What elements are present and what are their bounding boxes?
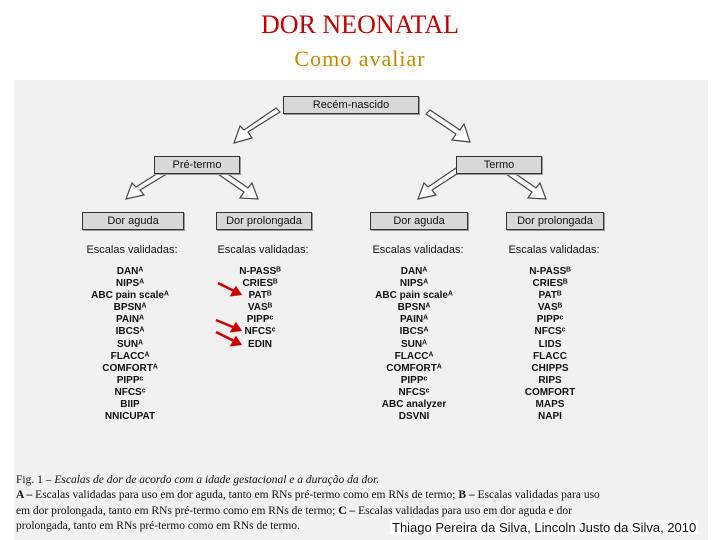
scale-item: LIDS	[538, 338, 562, 350]
scale-item: DANᴬ	[116, 266, 144, 277]
arrow-term-prolonged	[506, 170, 546, 199]
branch-term: Termo	[456, 156, 542, 174]
caption-a-text: Escalas validadas para uso em dor aguda, tanto em RNs pré-termo como em RNs de termo;	[35, 489, 456, 501]
scale-item: NIPSᴬ	[399, 278, 429, 290]
caption-c-text: Escalas validadas para uso em dor aguda e dor	[358, 505, 573, 517]
scale-item: BPSNᴬ	[113, 302, 147, 314]
category-preterm-acute: Dor aguda	[82, 212, 184, 230]
scale-item: CRIESᴮ	[242, 278, 278, 290]
scale-item: VASᴮ	[247, 302, 273, 314]
scale-item: PAINᴬ	[115, 314, 144, 326]
scale-item: FLACC	[533, 350, 567, 362]
scale-item: EDIN	[248, 338, 272, 350]
scale-item: NFCSᶜ	[398, 386, 430, 398]
root-node: Recém-nascido	[283, 96, 419, 114]
scale-item: FLACCᴬ	[394, 350, 434, 362]
scale-list-preterm-prolonged	[210, 266, 310, 351]
scale-item: DANᴬ	[400, 266, 428, 277]
scale-item: NFCSᶜ	[534, 326, 566, 338]
validated-label: Escalas validadas:	[217, 244, 309, 256]
scale-item: BPSNᴬ	[397, 302, 431, 314]
scale-item: PAINᴬ	[399, 314, 428, 326]
scale-item: PIPPᶜ	[246, 314, 274, 326]
arrow-root-term	[426, 110, 470, 142]
scale-item: ABC pain scaleᴬ	[375, 290, 453, 302]
caption-c-label: C –	[338, 505, 356, 517]
caption-line-1	[16, 489, 600, 501]
scale-item: DSVNI	[398, 411, 430, 423]
scale-item: COMFORT	[524, 386, 576, 398]
scale-item: PATᴮ	[538, 290, 562, 302]
category-term-acute: Dor aguda	[370, 212, 468, 230]
scale-item: COMFORTᴬ	[386, 362, 442, 374]
scale-item: SUNᴬ	[117, 338, 143, 350]
scale-item: CHIPPS	[531, 362, 569, 374]
scale-item: NIPSᴬ	[115, 278, 145, 290]
page-title: DOR NEONATAL	[261, 10, 459, 39]
caption-b-text: Escalas validadas para uso	[477, 489, 600, 501]
arrow-term-acute	[418, 168, 460, 199]
scale-item: PIPPᶜ	[116, 374, 144, 386]
scale-item: IBCSᴬ	[399, 326, 429, 338]
scale-item: N-PASSᴮ	[529, 266, 571, 277]
caption-line-2-text: em dor prolongada, tanto em RNs pré-termo como em RNs de termo;	[16, 505, 336, 517]
scale-item: RIPS	[538, 374, 562, 386]
branch-preterm: Pré-termo	[154, 156, 240, 174]
scale-item: PATᴮ	[248, 290, 272, 302]
category-preterm-prolonged: Dor prolongada	[216, 212, 312, 230]
validated-label: Escalas validadas:	[508, 244, 600, 256]
scale-item: ABC analyzer	[381, 399, 447, 411]
scale-list-term-prolonged	[500, 266, 600, 423]
scale-item: IBCSᴬ	[115, 326, 145, 338]
scale-list-preterm-acute	[80, 266, 180, 423]
caption-line-3: prolongada, tanto em RNs pré-termo como em RNs de termo.	[16, 520, 300, 532]
scale-item: ABC pain scaleᴬ	[91, 290, 169, 302]
scale-item: NNICUPAT	[104, 411, 156, 423]
scale-item: CRIESᴮ	[532, 278, 568, 290]
scale-item: PIPPᶜ	[400, 374, 428, 386]
validated-label: Escalas validadas:	[86, 244, 178, 256]
scale-item: NFCSᶜ	[114, 386, 146, 398]
credit-text: Thiago Pereira da Silva, Lincoln Justo da Silva, 2010	[392, 520, 697, 535]
scale-item: PIPPᶜ	[536, 314, 564, 326]
scale-list-term-acute	[364, 266, 464, 423]
scale-item: BIIP	[120, 399, 140, 411]
arrow-root-preterm	[234, 108, 280, 143]
scale-item: COMFORTᴬ	[102, 362, 158, 374]
scale-item: VASᴮ	[537, 302, 563, 314]
arrow-preterm-prolonged	[218, 170, 258, 199]
scale-item: NAPI	[538, 411, 562, 423]
validated-label: Escalas validadas:	[372, 244, 464, 256]
figure-caption	[16, 474, 379, 486]
scale-item: SUNᴬ	[401, 338, 427, 350]
caption-a-label: A –	[16, 489, 33, 501]
caption-b-label: B –	[458, 489, 475, 501]
scale-item: N-PASSᴮ	[239, 266, 281, 277]
caption-fig-label: Fig. 1 –	[16, 474, 52, 486]
scale-item: NFCSᶜ	[244, 326, 276, 338]
page-subtitle: Como avaliar	[294, 46, 426, 71]
category-term-prolonged: Dor prolongada	[506, 212, 604, 230]
scale-item: FLACCᴬ	[110, 350, 150, 362]
caption-fig-text: Escalas de dor de acordo com a idade gestacional e a duração da dor.	[54, 474, 380, 486]
scale-item: MAPS	[535, 399, 565, 411]
caption-line-2	[16, 505, 572, 517]
